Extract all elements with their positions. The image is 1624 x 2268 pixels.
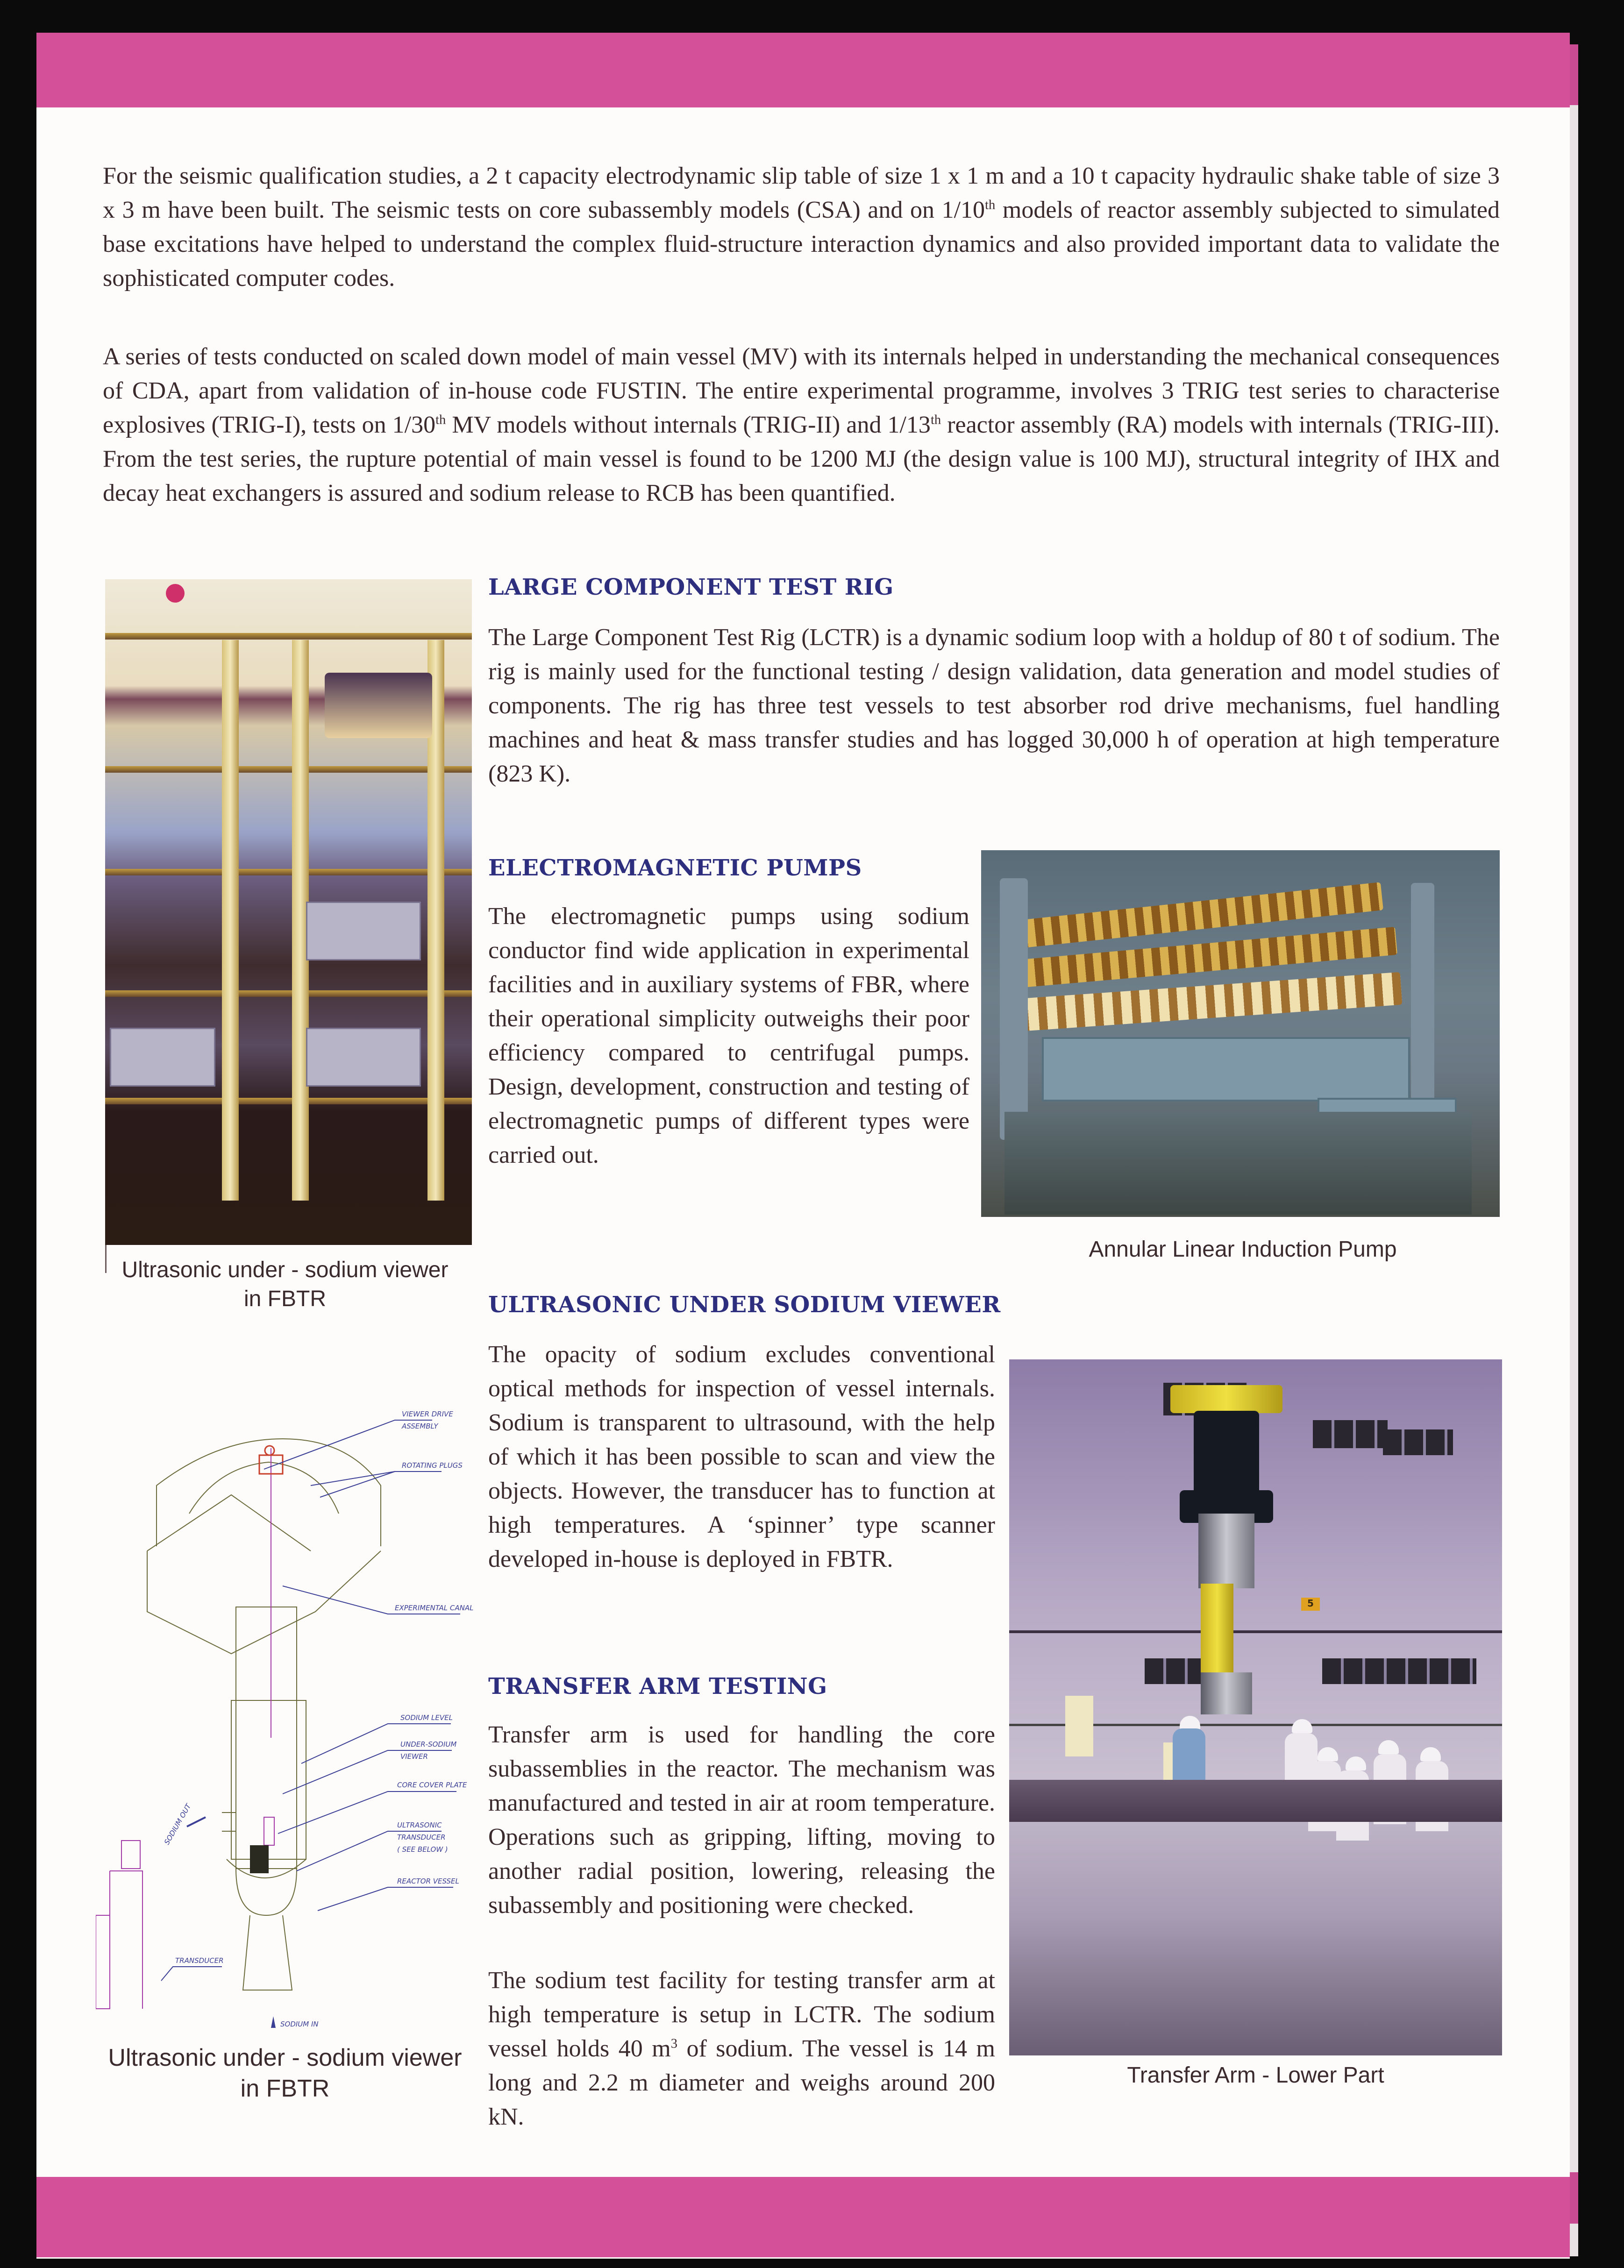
transducer-detail-outline bbox=[110, 1871, 142, 2009]
cda-text-b: MV models without internals (TRIG-II) and 1/13 bbox=[446, 412, 931, 438]
lctr-heading: LARGE COMPONENT TEST RIG bbox=[488, 574, 894, 600]
vessel-bottom bbox=[243, 1915, 292, 1990]
ultrasonic-viewer-diagram bbox=[96, 1411, 474, 2032]
label-experimental-canal: EXPERIMENTAL CANAL bbox=[395, 1604, 474, 1612]
transducer-head bbox=[264, 1817, 274, 1845]
transfer-arm-body-2 bbox=[488, 1963, 995, 2134]
leader-rotating-plugs-2 bbox=[320, 1472, 395, 1497]
label-sodium-in: SODIUM IN bbox=[280, 2020, 319, 2028]
vessel-column bbox=[236, 1607, 297, 1869]
ultrasonic-heading: ULTRASONIC UNDER SODIUM VIEWER bbox=[488, 1292, 1001, 1318]
viewer-drive-top bbox=[265, 1446, 274, 1455]
lctr-photo-caption: Ultrasonic under - sodium viewer in FBTR bbox=[121, 1258, 449, 1311]
lctr-body: The Large Component Test Rig (LCTR) is a dynamic sodium loop with a holdup of 80 t of sodium. The rig is mainly used for the functional testing / design validation, data generation and model studies of components. The rig has three test vessels to test absorber rod drive mechanisms, fuel handling machines and heat & mass transfer studies and has logged 30,000 h of operation at high temperature (823 K). bbox=[488, 624, 1500, 787]
area-sign: 5 bbox=[1301, 1598, 1320, 1611]
label-rotating-plugs: ROTATING PLUGS bbox=[402, 1461, 463, 1470]
label-ultrasonic-transducer-2: TRANSDUCER bbox=[397, 1833, 446, 1841]
sodium-out-arrow bbox=[187, 1817, 206, 1827]
label-ultrasonic-transducer: ULTRASONIC bbox=[397, 1821, 442, 1829]
transducer-detail-sleeve bbox=[96, 1915, 110, 2009]
label-viewer-drive: VIEWER DRIVE bbox=[402, 1411, 453, 1418]
cda-text-c: reactor assembly (RA) models with internals (TRIG-III). From the test series, the rupture potential of main vessel is found to be 1200 MJ (the design value is 100 MJ), structural integrity of IHX and decay heat exchangers is assured and sodium release to RCB has been quantified. bbox=[103, 412, 1500, 506]
label-transducer-detail: TRANSDUCER bbox=[175, 1956, 224, 1965]
vessel-dome bbox=[236, 1869, 297, 1915]
transfer-arm-photo bbox=[1009, 1359, 1502, 2055]
ultrasonic-body: The opacity of sodium excludes conventional optical methods for inspection of vessel internals. Sodium is transparent to ultrasound, with the help of which it has been possible to scan and view the objects. However, the transducer has to function at high temperatures. A ‘spinner’ type scanner developed in-house is deployed in FBTR. bbox=[488, 1341, 995, 1572]
transfer-arm-heading: TRANSFER ARM TESTING bbox=[488, 1673, 827, 1699]
roof-section bbox=[147, 1495, 311, 1551]
inner-plug-outline bbox=[189, 1462, 339, 1514]
label-under-sodium-2: VIEWER bbox=[400, 1752, 428, 1761]
outlet-nozzle bbox=[222, 1813, 236, 1831]
transfer-arm-body-2a: The sodium test facility for testing transfer arm at high temperature is setup in LCTR. The sodium vessel holds 40 m bbox=[488, 1967, 995, 2062]
inner-vessel bbox=[231, 1700, 306, 1859]
label-core-cover-plate: CORE COVER PLATE bbox=[397, 1781, 467, 1789]
seismic-text-tail: models of reactor assembly subjected to simulated base excitations have helped to understand the complex fluid-structure interaction dynamics and also provided important data to validate the sophisticated computer codes. bbox=[103, 197, 1500, 291]
label-see-below: ( SEE BELOW ) bbox=[397, 1845, 448, 1854]
label-reactor-vessel: REACTOR VESSEL bbox=[397, 1877, 459, 1885]
transducer-detail-cap bbox=[121, 1841, 140, 1869]
transfer-arm-caption: Transfer Arm - Lower Part bbox=[1127, 2063, 1384, 2088]
pump-photo bbox=[981, 850, 1500, 1217]
label-under-sodium: UNDER-SODIUM bbox=[400, 1740, 457, 1749]
seismic-superscript: th bbox=[985, 198, 996, 213]
core-block bbox=[250, 1845, 269, 1873]
cda-superscript-1: th bbox=[435, 412, 446, 427]
em-pumps-body: The electromagnetic pumps using sodium conductor find wide application in experimental facilities and in auxiliary systems of FBR, where their operational simplicity outweighs their poor efficiency compared to centrifugal pumps. Design, development, construction and testing of electromagnetic pumps of different types were carried out. bbox=[488, 903, 969, 1168]
leader-transducer-detail bbox=[161, 1967, 222, 1981]
cda-paragraph bbox=[103, 340, 1500, 510]
cda-superscript-2: th bbox=[930, 412, 941, 427]
sodium-in-arrow bbox=[271, 2016, 276, 2028]
page-edge-top bbox=[1570, 44, 1578, 105]
cubic-superscript: 3 bbox=[670, 2036, 677, 2051]
cda-text-a: A series of tests conducted on scaled down model of main vessel (MV) with its internals helped in understanding the mechanical consequences of CDA, apart from validation of in-house code FUSTIN. The entire experimental programme, involves 3 TRIG test series to characterise explosives (TRIG-I), tests on 1/30 bbox=[103, 343, 1500, 438]
bottom-magenta-band bbox=[36, 2177, 1570, 2257]
transfer-arm-body-2b: of sodium. The vessel is 14 m long and 2.2 m diameter and weighs around 200 kN. bbox=[488, 2035, 995, 2130]
page-edge-bottom bbox=[1570, 2172, 1578, 2224]
label-sodium-out: SODIUM OUT bbox=[162, 1802, 193, 1846]
seismic-text: For the seismic qualification studies, a 2 t capacity electrodynamic slip table of size 1 x 1 m and a 10 t capacity hydraulic shake table of size 3 x 3 m have been built. The seismic tests on core subassembly models (CSA) and on 1/10 bbox=[103, 163, 1500, 223]
transfer-arm-body-1: Transfer arm is used for handling the core subassemblies in the reactor. The mechanism was manufactured and tested in air at room temperature. Operations such as gripping, lifting, moving to another radial position, lowering, releasing the subassembly and positioning were checked. bbox=[488, 1721, 995, 1919]
pump-photo-caption: Annular Linear Induction Pump bbox=[1089, 1237, 1397, 1262]
top-magenta-band-overlay bbox=[36, 33, 1570, 107]
page-edge bbox=[1570, 44, 1578, 2256]
diagram-caption: Ultrasonic under - sodium viewer in FBTR bbox=[108, 2044, 462, 2102]
em-pumps-heading: ELECTROMAGNETIC PUMPS bbox=[488, 855, 862, 881]
seismic-paragraph bbox=[103, 159, 1500, 295]
leader-reactor-vessel bbox=[318, 1887, 453, 1911]
lctr-photo bbox=[105, 579, 472, 1245]
leader-rotating-plugs bbox=[311, 1472, 442, 1486]
label-viewer-drive-2: ASSEMBLY bbox=[402, 1422, 438, 1430]
label-sodium-level: SODIUM LEVEL bbox=[400, 1713, 453, 1722]
photo-rule bbox=[105, 1245, 107, 1273]
